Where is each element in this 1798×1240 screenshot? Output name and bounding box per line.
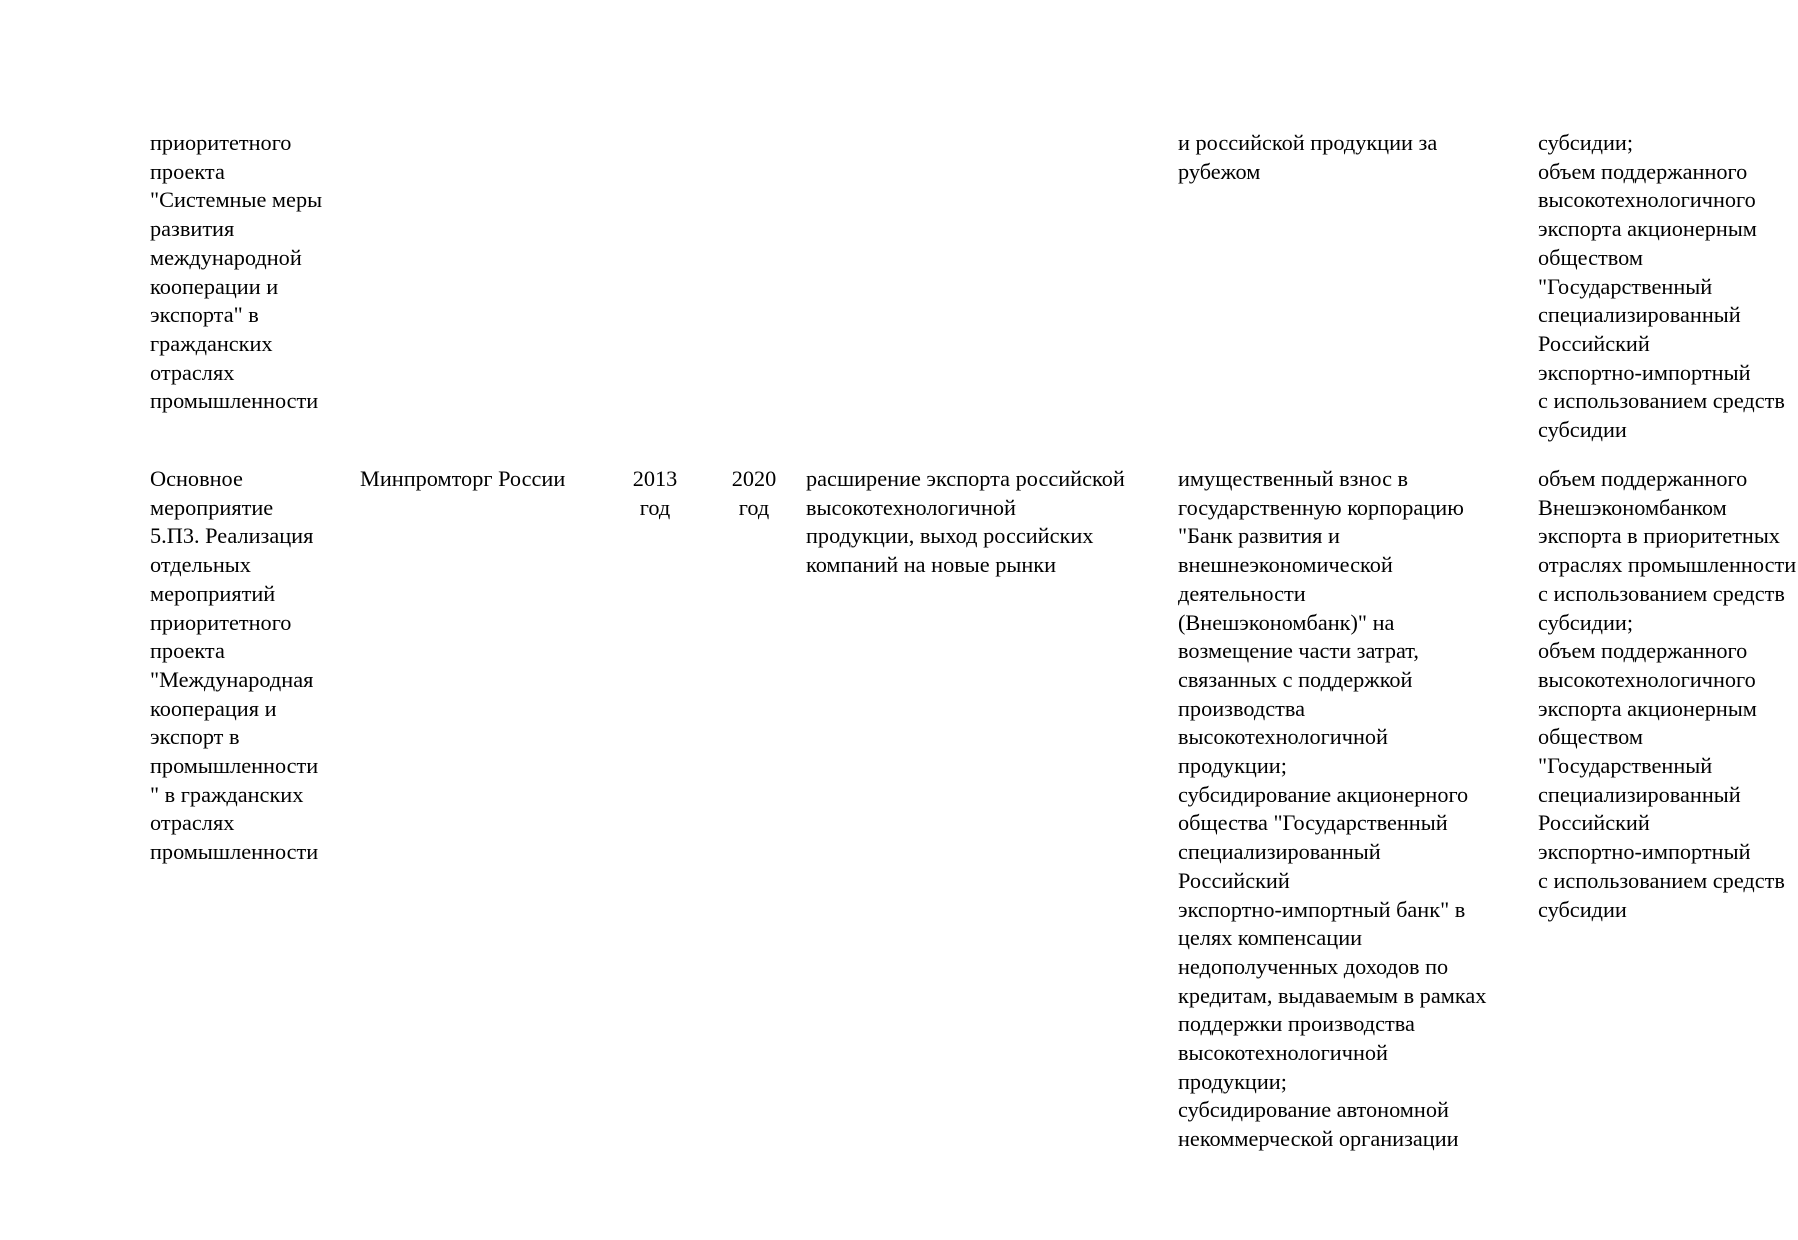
row1-event-name: приоритетного проекта "Системные меры развития международной кооперации и экспорта" в гражданских отраслях промышленности xyxy=(150,130,323,414)
row2-start-year: 2013 год xyxy=(632,466,678,520)
row2-indicators: объем поддержанного Внешэкономбанком экспорта в приоритетных отраслях промышленности с использованием средств субсидии; объем поддержанного высокотехнологичного экспорта акционерным обществом "Государственный специализированный Российский экспортно-импортный с использованием средств субсидии xyxy=(1538,466,1797,922)
row2-expected-result: расширение экспорта российской высокотехнологичной продукции, выход российских компаний на новые рынки xyxy=(806,466,1125,578)
row1-indicators: субсидии; объем поддержанного высокотехнологичного экспорта акционерным обществом "Государственный специализированный Российский экспортно-импортный с использованием средств субсидии xyxy=(1538,130,1785,443)
row2-executor: Минпромторг России xyxy=(360,466,566,491)
row2-directions: имущественный взнос в государственную корпорацию "Банк развития и внешнеэкономической деятельности (Внешэкономбанк)" на возмещение части затрат, связанных с поддержкой производства высокотехнологичной продукции; субсидирование акционерного общества "Государственный специализированный Российский экспортно-импортный банк" в целях компенсации недополученных доходов по кредитам, выдаваемым в рамках поддержки производства высокотехнологичной продукции; субсидирование автономной некоммерческой организации xyxy=(1178,466,1487,1152)
row2-end-year: 2020 год xyxy=(731,466,777,520)
row2-event-name: Основное мероприятие 5.П3. Реализация отдельных мероприятий приоритетного проекта "Международная кооперация и экспорт в промышленности " в гражданских отраслях промышленности xyxy=(150,466,319,865)
row1-directions: и российской продукции за рубежом xyxy=(1178,130,1438,184)
